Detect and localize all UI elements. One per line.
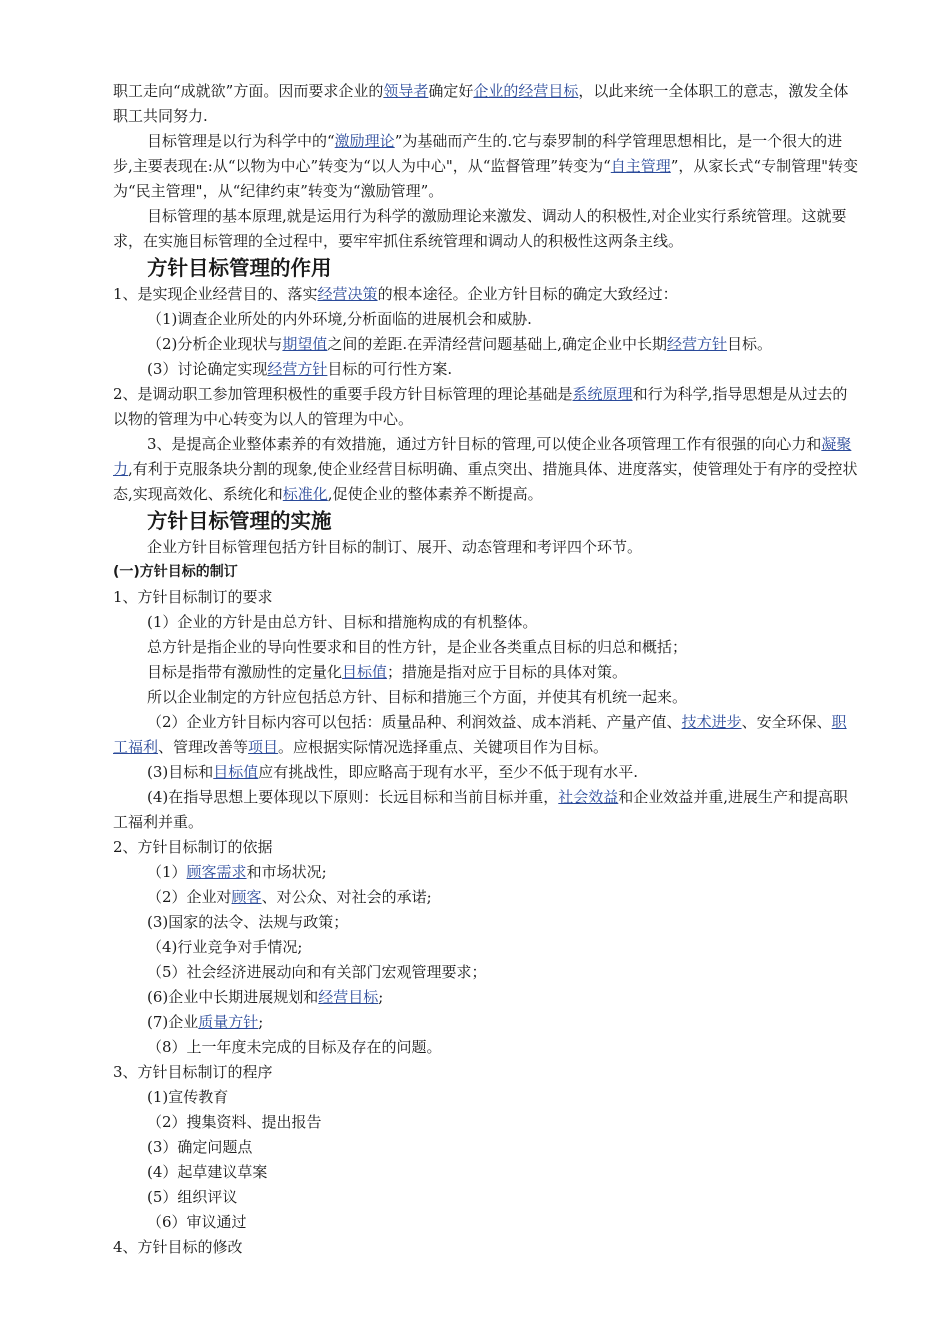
text-segment: 1、是实现企业经营目的、落实 (113, 285, 318, 303)
body-paragraph (113, 860, 858, 885)
text-segment: 3、方针目标制订的程序 (113, 1063, 273, 1081)
text-segment: 和市场状况; (246, 863, 327, 881)
text-segment: 企业方针目标管理包括方针目标的制订、展开、动态管理和考评四个环节。 (147, 538, 643, 556)
inline-link[interactable]: 目标值 (342, 663, 388, 681)
body-paragraph (113, 760, 858, 785)
text-segment: ，以此来统一全体职工的意志，激发全体职工共同努力. (113, 82, 849, 125)
text-segment: （2）企业对 (147, 888, 232, 906)
inline-link[interactable]: 职工福利 (113, 713, 847, 756)
text-segment: （1） (147, 863, 187, 881)
text-segment: 职工走向“成就欲”方面。因而要求企业的 (113, 82, 384, 100)
body-paragraph (113, 129, 858, 204)
text-segment: 方针目标管理的作用 (147, 256, 332, 280)
inline-link[interactable]: 自主管理 (610, 157, 671, 175)
subsection-heading (113, 560, 858, 585)
text-segment: (6)企业中长期进展规划和 (147, 988, 319, 1006)
text-segment: 2、方针目标制订的依据 (113, 838, 273, 856)
text-segment: ; (258, 1013, 264, 1031)
body-paragraph (113, 382, 858, 432)
inline-link[interactable]: 技术进步 (681, 713, 742, 731)
body-paragraph (113, 1110, 858, 1135)
inline-link[interactable]: 企业的经营目标 (473, 82, 579, 100)
text-segment: (1)宣传教育 (147, 1088, 229, 1106)
text-segment: 和行为科学,指导思想是从过去的以物的管理为中心转变为以人的管理为中心。 (113, 385, 848, 428)
body-paragraph (113, 1035, 858, 1060)
text-segment: ; (378, 988, 384, 1006)
text-segment: ,有利于克服条块分割的现象,使企业经营目标明确、重点突出、措施具体、进度落实，使管理处于有序的受控状态,实现高效化、系统化和 (113, 460, 858, 503)
text-segment: （6）审议通过 (147, 1213, 247, 1231)
text-segment: (7)企业 (147, 1013, 199, 1031)
text-segment: 3、是提高企业整体素养的有效措施，通过方针目标的管理,可以使企业各项管理工作有很强的向心力和 (147, 435, 822, 453)
body-paragraph (113, 1210, 858, 1235)
body-paragraph (113, 307, 858, 332)
inline-link[interactable]: 项目 (248, 738, 279, 756)
text-segment: 、管理改善等 (158, 738, 249, 756)
inline-link[interactable]: 激励理论 (334, 132, 395, 150)
text-segment: (3）讨论确定实现 (147, 360, 268, 378)
text-segment: 确定好 (428, 82, 474, 100)
inline-link[interactable]: 经营目标 (318, 988, 379, 1006)
text-segment: 的根本途径。企业方针目标的确定大致经过： (377, 285, 678, 303)
inline-link[interactable]: 经营方针 (666, 335, 727, 353)
text-segment: 目标。 (726, 335, 772, 353)
body-paragraph (113, 1060, 858, 1085)
body-paragraph (113, 660, 858, 685)
text-segment: (4)在指导思想上要体现以下原则：长远目标和当前目标并重， (147, 788, 559, 806)
text-segment: (3)国家的法令、法规与政策； (147, 913, 349, 931)
text-segment: (3)目标和 (147, 763, 214, 781)
text-segment: 目标的可行性方案. (327, 360, 453, 378)
body-paragraph (113, 332, 858, 357)
document-page (113, 79, 858, 1260)
text-segment: 和企业效益并重,进展生产和提高职工福利并重。 (113, 788, 849, 831)
text-segment: (一)方针目标的制订 (113, 564, 238, 580)
body-paragraph (113, 935, 858, 960)
text-segment: （2)分析企业现状与 (147, 335, 283, 353)
body-paragraph (113, 785, 858, 835)
text-segment: （1)调查企业所处的内外环境,分析面临的进展机会和威胁. (147, 310, 532, 328)
text-segment: 。应根据实际情况选择重点、关键项目作为目标。 (278, 738, 609, 756)
inline-link[interactable]: 凝聚力 (113, 435, 852, 478)
body-paragraph (113, 610, 858, 635)
text-segment: 之间的差距.在弄清经营问题基础上,确定企业中长期 (327, 335, 667, 353)
inline-link[interactable]: 顾客需求 (186, 863, 247, 881)
inline-link[interactable]: 标准化 (282, 485, 328, 503)
body-paragraph (113, 357, 858, 382)
text-segment: 方针目标管理的实施 (147, 509, 332, 533)
body-paragraph (113, 1085, 858, 1110)
text-segment: 目标是指带有激励性的定量化 (147, 663, 343, 681)
body-paragraph (113, 432, 858, 507)
body-paragraph (113, 1160, 858, 1185)
text-segment: 目标管理是以行为科学中的“ (147, 132, 335, 150)
inline-link[interactable]: 质量方针 (198, 1013, 259, 1031)
inline-link[interactable]: 期望值 (282, 335, 328, 353)
body-paragraph (113, 1010, 858, 1035)
inline-link[interactable]: 目标值 (213, 763, 259, 781)
text-segment: 2、是调动职工参加管理积极性的重要手段方针目标管理的理论基础是 (113, 385, 573, 403)
text-segment: 所以企业制定的方针应包括总方针、目标和措施三个方面，并使其有机统一起来。 (147, 688, 688, 706)
body-paragraph (113, 282, 858, 307)
text-segment: 目标管理的基本原理,就是运用行为科学的激励理论来激发、调动人的积极性,对企业实行系统管理。这就要求，在实施目标管理的全过程中，要牢牢抓住系统管理和调动人的积极性这两条主线。 (113, 207, 847, 250)
inline-link[interactable]: 系统原理 (572, 385, 633, 403)
text-segment: （5）社会经济进展动向和有关部门宏观管理要求； (147, 963, 487, 981)
inline-link[interactable]: 经营方针 (267, 360, 328, 378)
text-segment: (4）起草建议草案 (147, 1163, 268, 1181)
text-segment: ；措施是指对应于目标的具体对策。 (387, 663, 628, 681)
body-paragraph (113, 710, 858, 760)
text-segment: 、安全环保、 (741, 713, 832, 731)
body-paragraph (113, 1135, 858, 1160)
body-paragraph (113, 1185, 858, 1210)
body-paragraph (113, 535, 858, 560)
body-paragraph (113, 885, 858, 910)
text-segment: 、对公众、对社会的承诺; (261, 888, 432, 906)
body-paragraph (113, 960, 858, 985)
body-paragraph (113, 835, 858, 860)
text-segment: 4、方针目标的修改 (113, 1238, 243, 1256)
text-segment: 1、方针目标制订的要求 (113, 588, 273, 606)
text-segment: (1）企业的方针是由总方针、目标和措施构成的有机整体。 (147, 613, 538, 631)
body-paragraph (113, 985, 858, 1010)
text-segment: （8）上一年度未完成的目标及存在的问题。 (147, 1038, 442, 1056)
text-segment: （4)行业竞争对手情况; (147, 938, 303, 956)
body-paragraph (113, 1235, 858, 1260)
body-paragraph (113, 685, 858, 710)
text-segment: 总方针是指企业的导向性要求和目的性方针，是企业各类重点目标的归总和概括； (147, 638, 688, 656)
body-paragraph (113, 585, 858, 610)
body-paragraph (113, 204, 858, 254)
section-heading (113, 254, 858, 282)
inline-link[interactable]: 经营决策 (317, 285, 378, 303)
text-segment: 应有挑战性，即应略高于现有水平，至少不低于现有水平. (258, 763, 639, 781)
body-paragraph (113, 79, 858, 129)
body-paragraph (113, 635, 858, 660)
text-segment: ”为基础而产生的.它与泰罗制的科学管理思想相比，是一个很大的进步,主要表现在:从“以物为中心”转变为“以人为中心"，从“监督管理”转变为“ (113, 132, 843, 175)
body-paragraph (113, 910, 858, 935)
text-segment: （2）搜集资料、提出报告 (147, 1113, 322, 1131)
text-segment: （2）企业方针目标内容可以包括：质量品种、利润效益、成本消耗、产量产值、 (147, 713, 682, 731)
inline-link[interactable]: 顾客 (231, 888, 262, 906)
inline-link[interactable]: 领导者 (383, 82, 429, 100)
section-heading (113, 507, 858, 535)
text-segment: (5）组织评议 (147, 1188, 238, 1206)
text-segment: (3）确定问题点 (147, 1138, 253, 1156)
text-segment: ”，从家长式“专制管理"转变为“民主管理"，从“纪律约束”转变为“激励管理”。 (113, 157, 859, 200)
text-segment: ,促使企业的整体素养不断提高。 (327, 485, 543, 503)
inline-link[interactable]: 社会效益 (558, 788, 619, 806)
